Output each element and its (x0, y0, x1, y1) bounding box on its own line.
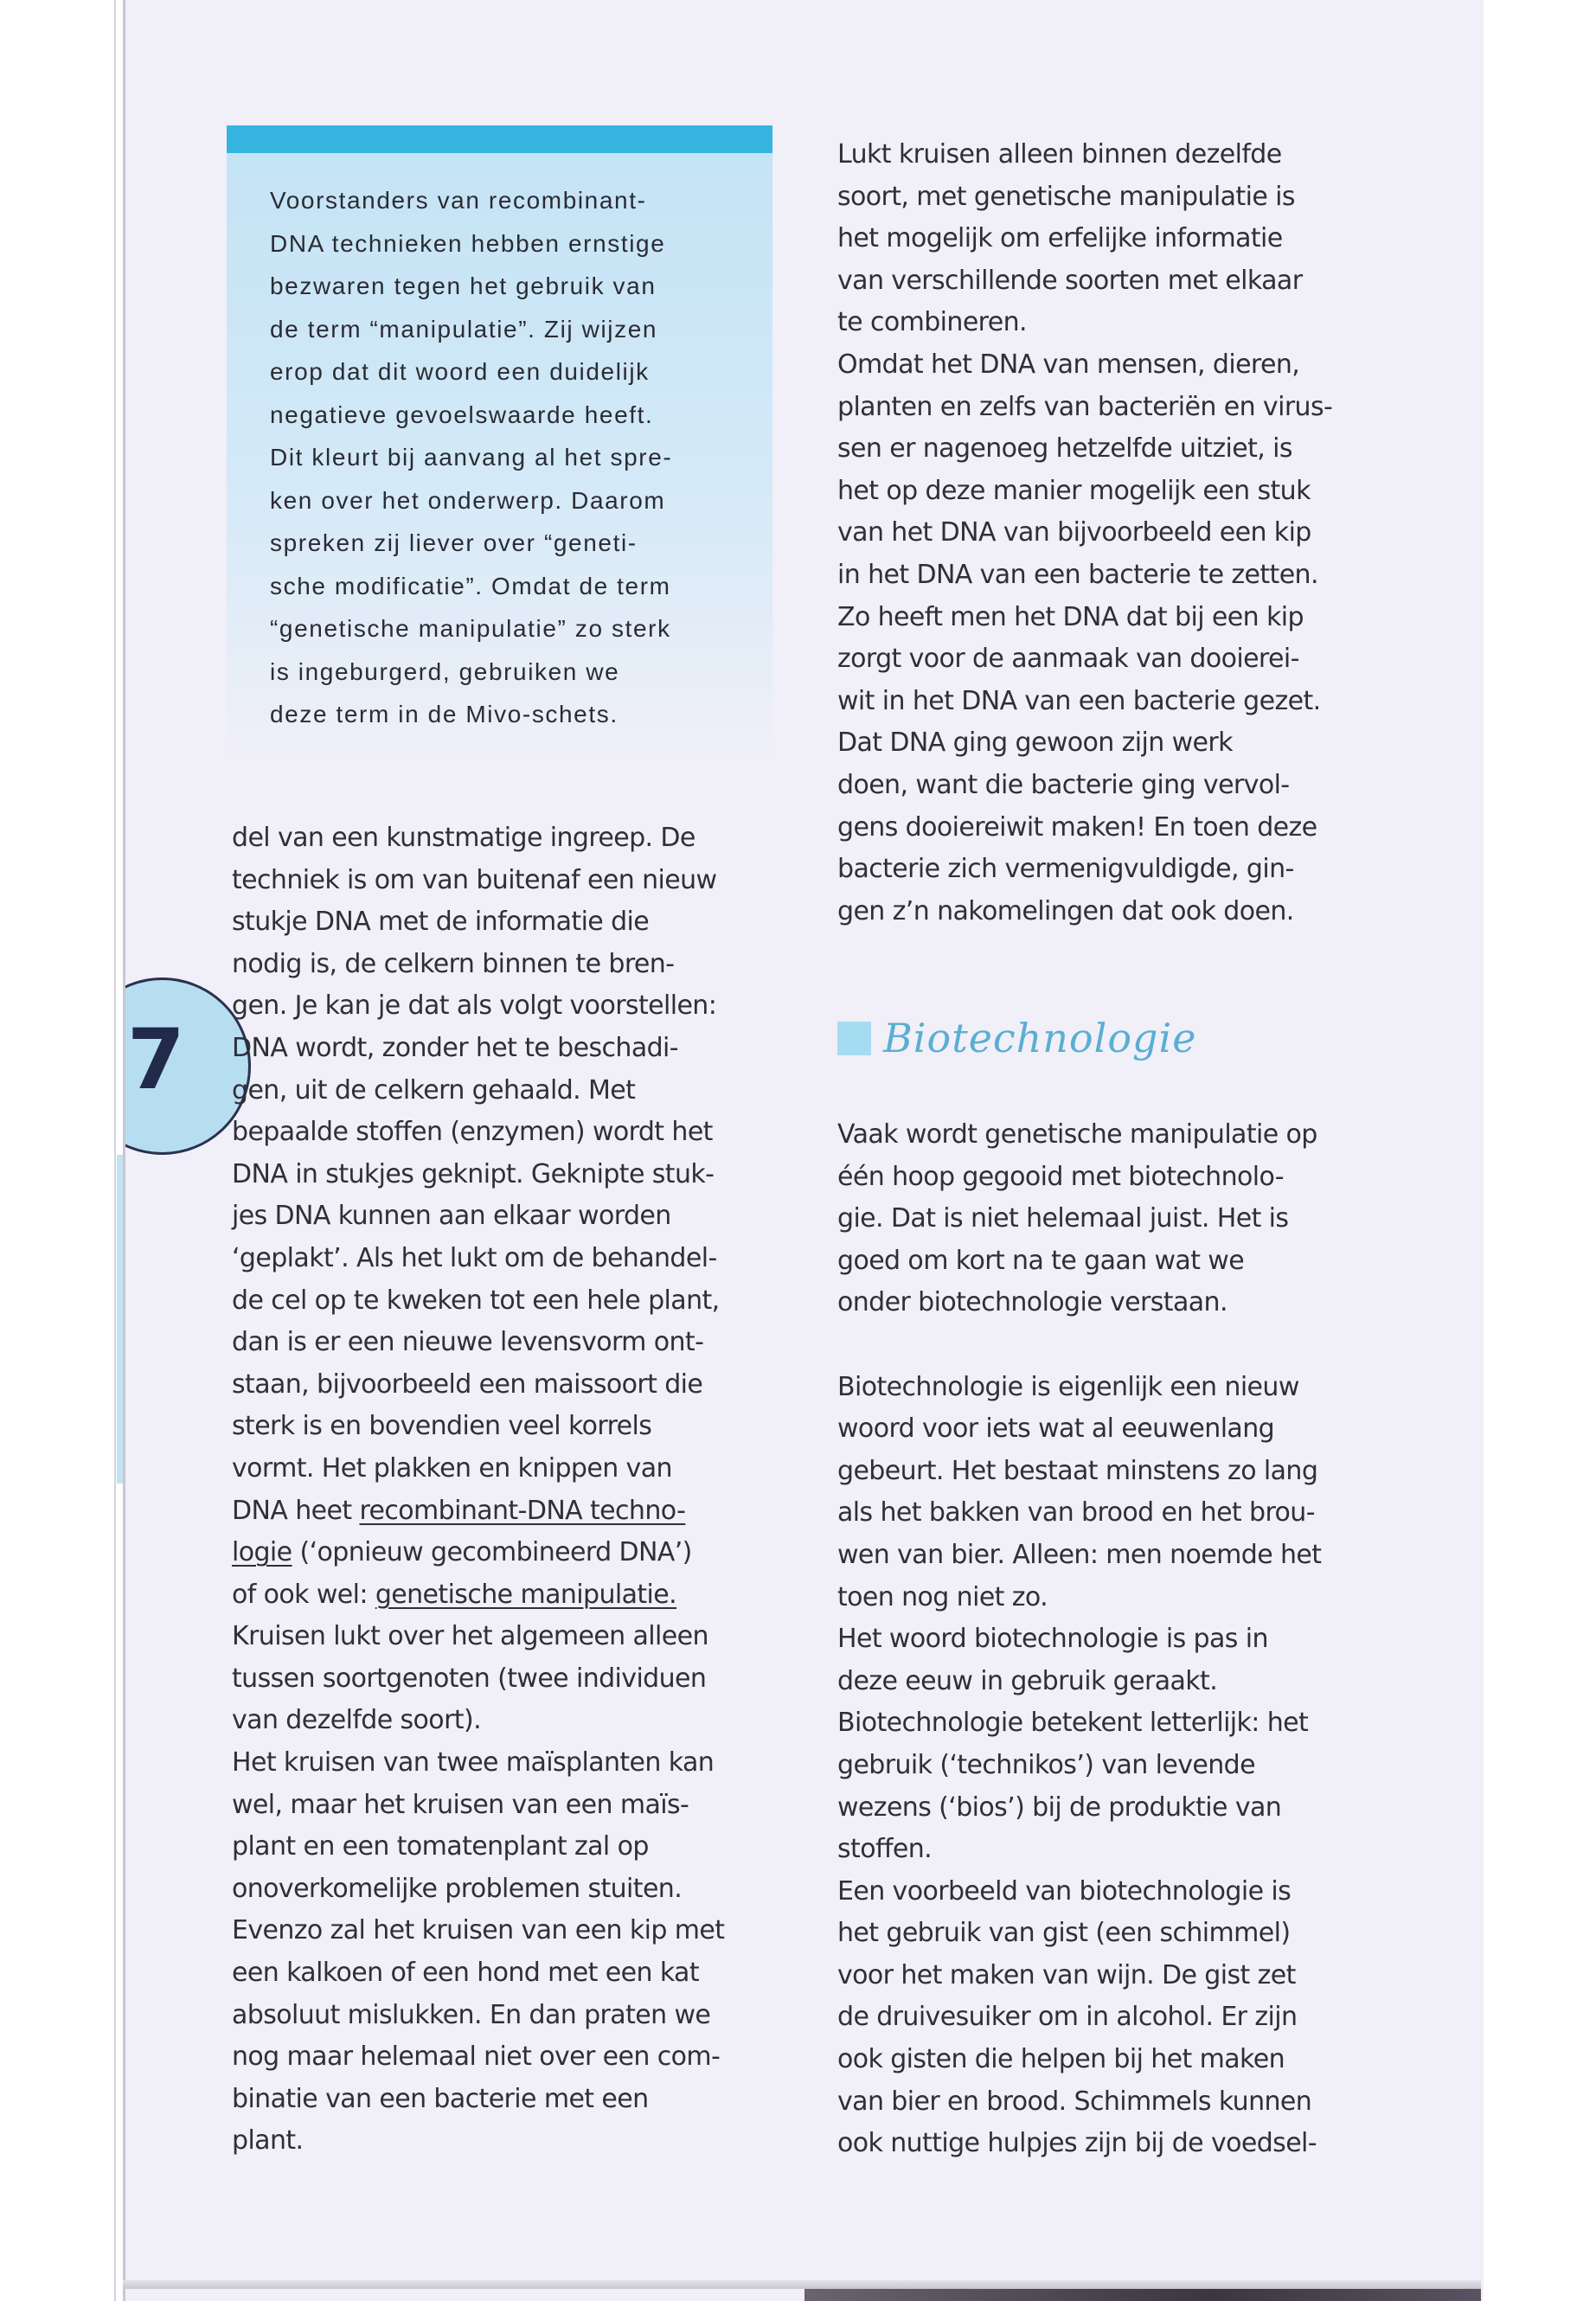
text-line: van het DNA van bijvoorbeeld een kip (837, 517, 1311, 548)
text-line: Biotechnologie is eigenlijk een nieuw (837, 1371, 1299, 1402)
text-line: te combineren. (837, 307, 1027, 338)
chapter-number: 7 (127, 1011, 185, 1108)
note-line: negatieve gevoelswaarde heeft. (270, 401, 654, 428)
text-line: Zo heeft men het DNA dat bij een kip (837, 601, 1304, 632)
text-line: goed om kort na te gaan wat we (837, 1245, 1245, 1276)
note-line: deze term in de Mivo-schets. (270, 701, 619, 727)
text-line: van verschillende soorten met elkaar (837, 265, 1303, 296)
key-term-recombinant-dna: recombinant-DNA techno- (359, 1495, 686, 1526)
text-line: vormt. Het plakken en knippen van (232, 1452, 672, 1484)
note-line: erop dat dit woord een duidelijk (270, 358, 650, 385)
text-line: gebruik (‘technikos’) van levende (837, 1749, 1255, 1780)
text-line: techniek is om van buitenaf een nieuw (232, 864, 717, 895)
key-term-genetische-manipulatie: genetische manipulatie. (375, 1579, 677, 1610)
left-column-body (232, 817, 785, 2163)
next-page-edge (804, 2289, 1481, 2301)
text-line: ook nuttige hulpjes zijn bij de voedsel- (837, 2128, 1317, 2159)
text-line: wezens (‘bios’) bij de produktie van (837, 1791, 1282, 1823)
text-line: stukje DNA met de informatie die (232, 907, 650, 938)
text-line: één hoop gegooid met biotechnolo- (837, 1161, 1285, 1192)
text-line: gen, uit de celkern gehaald. Met (232, 1074, 636, 1106)
text-line: het gebruik van gist (een schimmel) (837, 1918, 1291, 1949)
text-line: Omdat het DNA van mensen, dieren, (837, 349, 1300, 380)
text-line: sen er nagenoeg hetzelfde uitziet, is (837, 433, 1292, 465)
text-line: absoluut mislukken. En dan praten we (232, 1999, 711, 2030)
text-line: van dezelfde soort). (232, 1705, 482, 1736)
text-line: gebeurt. Het bestaat minstens zo lang (837, 1455, 1318, 1486)
text-line: als het bakken van brood en het brou- (837, 1497, 1315, 1529)
term-line (232, 1532, 785, 1574)
text-line: deze eeuw in gebruik geraakt. (837, 1665, 1218, 1696)
sidebar-note-box (227, 125, 772, 757)
note-box-text (270, 179, 763, 736)
text-line: binatie van een bacterie met een (232, 2083, 649, 2114)
text-line: wel, maar het kruisen van een maïs- (232, 1789, 689, 1820)
text-line: jes DNA kunnen aan elkaar worden (232, 1201, 671, 1232)
text-line: woord voor iets wat al eeuwenlang (837, 1413, 1275, 1445)
text-line: DNA in stukjes geknipt. Geknipte stuk- (232, 1158, 715, 1189)
text-line: de cel op te kweken tot een hele plant, (232, 1285, 720, 1316)
text-line: toen nog niet zo. (837, 1581, 1048, 1612)
text-line: wit in het DNA van een bacterie gezet. (837, 685, 1321, 716)
text-line: Een voorbeeld van biotechnologie is (837, 1875, 1292, 1907)
text-line: zorgt voor de aanmaak van dooierei- (837, 644, 1299, 675)
text-line: Het woord biotechnologie is pas in (837, 1624, 1268, 1655)
right-column-body-top (837, 134, 1391, 933)
right-column-body-bottom (837, 1114, 1391, 2165)
text-line: Dat DNA ging gewoon zijn werk (837, 727, 1233, 759)
note-box-accent-bar (227, 125, 772, 153)
note-line: sche modificatie”. Omdat de term (270, 572, 671, 599)
heading-square-icon (837, 1022, 871, 1055)
text-line: gie. Dat is niet helemaal juist. Het is (837, 1203, 1289, 1234)
section-heading (837, 1012, 1196, 1064)
note-line: bezwaren tegen het gebruik van (270, 272, 657, 299)
text-line: dan is er een nieuwe levensvorm ont- (232, 1327, 704, 1358)
text-run: DNA heet (232, 1495, 360, 1526)
text-line: van bier en brood. Schimmels kunnen (837, 2086, 1312, 2117)
text-line: soort, met genetische manipulatie is (837, 181, 1295, 212)
text-line: sterk is en bovendien veel korrels (232, 1411, 652, 1442)
text-line: voor het maken van wijn. De gist zet (837, 1959, 1296, 1990)
note-line: de term “manipulatie”. Zij wijzen (270, 315, 658, 343)
text-line: plant. (232, 2125, 304, 2157)
text-line: ‘geplakt’. Als het lukt om de behandel- (232, 1242, 717, 1273)
text-line: nog maar helemaal niet over een com- (232, 2041, 721, 2073)
note-line: Voorstanders van recombinant- (270, 187, 647, 214)
note-line: “genetische manipulatie” zo sterk (270, 615, 671, 642)
term-line (232, 1574, 785, 1617)
text-line: Vaak wordt genetische manipulatie op (837, 1119, 1317, 1150)
text-line: Biotechnologie betekent letterlijk: het (837, 1708, 1309, 1739)
text-line: gen z’n nakomelingen dat ook doen. (837, 895, 1294, 926)
paragraph-gap (837, 1324, 1391, 1367)
text-line: planten en zelfs van bacteriën en virus- (837, 391, 1333, 422)
section-heading-text: Biotechnologie (883, 1015, 1197, 1061)
term-line (232, 1490, 785, 1533)
text-line: onoverkomelijke problemen stuiten. (232, 1873, 683, 1904)
binding-edge (114, 0, 116, 2301)
text-line: plant en een tomatenplant zal op (232, 1831, 649, 1862)
text-line: de druivesuiker om in alcohol. Er zijn (837, 2002, 1298, 2033)
text-line: bacterie zich vermenigvuldigde, gin- (837, 854, 1294, 885)
text-run: of ook wel: (232, 1579, 375, 1610)
text-line: in het DNA van een bacterie te zetten. (837, 559, 1318, 590)
key-term-recombinant-dna: logie (232, 1537, 292, 1568)
text-line: een kalkoen of een hond met een kat (232, 1958, 700, 1989)
note-line: ken over het onderwerp. Daarom (270, 486, 666, 514)
text-line: Evenzo zal het kruisen van een kip met (232, 1915, 725, 1946)
note-line: spreken zij liever over “geneti- (270, 529, 638, 556)
note-line: is ingeburgerd, gebruiken we (270, 657, 620, 685)
text-line: doen, want die bacterie ging vervol- (837, 769, 1290, 800)
text-line: het op deze manier mogelijk een stuk (837, 475, 1311, 506)
text-line: Het kruisen van twee maïsplanten kan (232, 1747, 715, 1779)
text-line: Lukt kruisen alleen binnen dezelfde (837, 139, 1282, 170)
note-line: Dit kleurt bij aanvang al het spre- (270, 444, 673, 471)
text-line: gens dooiereiwit maken! En toen deze (837, 811, 1317, 843)
text-line: bepaalde stoffen (enzymen) wordt het (232, 1117, 713, 1148)
text-line: del van een kunstmatige ingreep. De (232, 823, 695, 853)
text-line: wen van bier. Alleen: men noemde het (837, 1539, 1322, 1570)
note-line: DNA technieken hebben ernstige (270, 229, 666, 257)
text-line: Kruisen lukt over het algemeen alleen (232, 1621, 708, 1652)
text-line: staan, bijvoorbeeld een maissoort die (232, 1368, 703, 1400)
text-run: (‘opnieuw gecombineerd DNA’) (292, 1537, 692, 1568)
text-line: het mogelijk om erfelijke informatie (837, 223, 1283, 254)
text-line: ook gisten die helpen bij het maken (837, 2044, 1285, 2075)
text-line: gen. Je kan je dat als volgt voorstellen: (232, 990, 717, 1022)
text-line: tussen soortgenoten (twee individuen (232, 1663, 707, 1694)
text-line: DNA wordt, zonder het te beschadi- (232, 1032, 679, 1063)
text-line: stoffen. (837, 1834, 933, 1865)
text-line: onder biotechnologie verstaan. (837, 1287, 1227, 1318)
page-bottom-edge (123, 2280, 1481, 2289)
text-line: nodig is, de celkern binnen te bren- (232, 948, 675, 979)
